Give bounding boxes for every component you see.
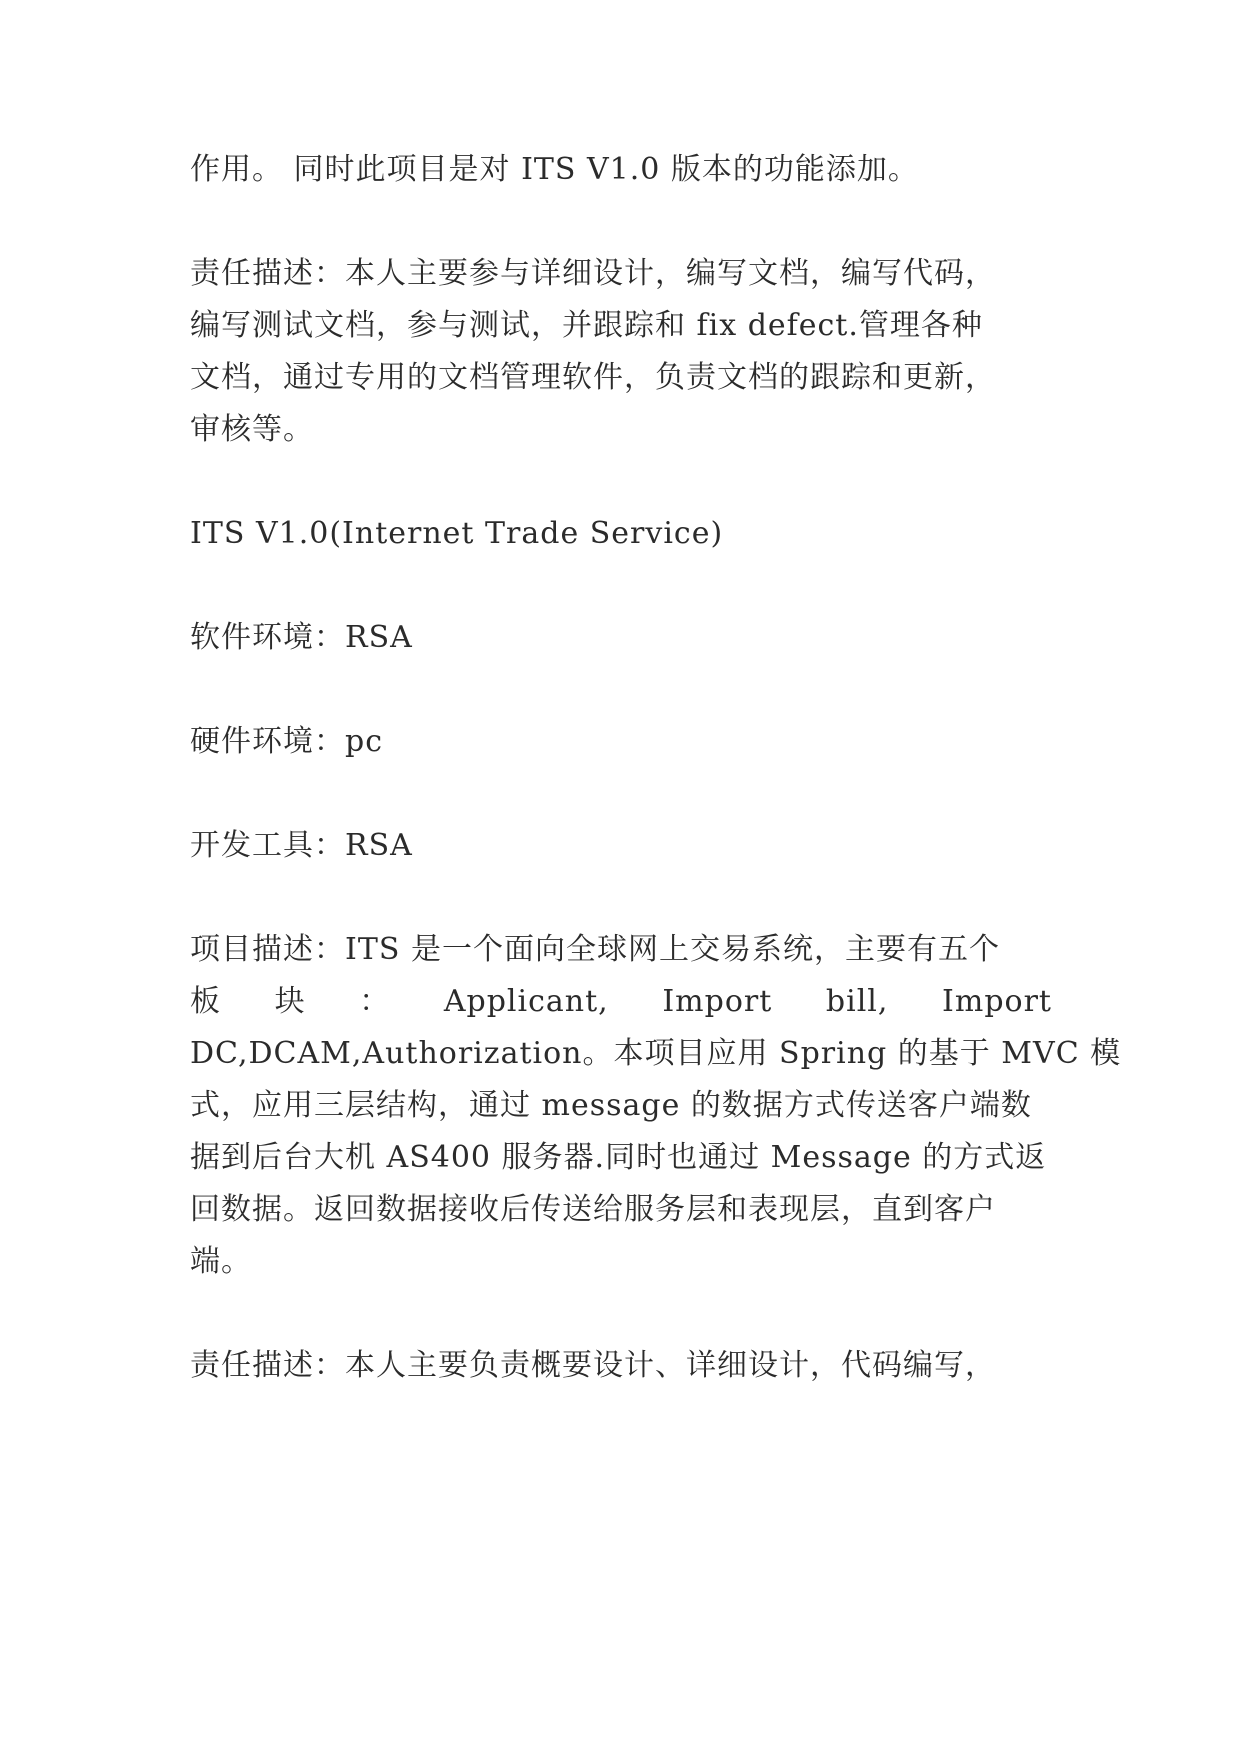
word: 块 <box>274 984 306 1019</box>
hardware-environment: 硬件环境：pc <box>190 724 384 759</box>
paragraph-line: 作用。 同时此项目是对 ITS V1.0 版本的功能添加。 <box>190 152 919 187</box>
paragraph-line: 文档，通过专用的文档管理软件，负责文档的跟踪和更新， <box>190 360 996 395</box>
word: Import <box>942 984 1052 1019</box>
word: Import <box>662 984 773 1019</box>
paragraph-line: 式，应用三层结构，通过 message 的数据方式传送客户端数 <box>190 1088 1032 1123</box>
paragraph-line: 回数据。返回数据接收后传送给服务层和表现层，直到客户 <box>190 1192 996 1227</box>
paragraph-line: 责任描述：本人主要参与详细设计，编写文档，编写代码， <box>190 256 996 291</box>
word: bill, <box>825 984 889 1019</box>
software-environment: 软件环境：RSA <box>190 620 413 655</box>
paragraph-line: DC,DCAM,Authorization。本项目应用 Spring 的基于 MVC 模 <box>190 1036 1122 1071</box>
project-title: ITS V1.0(Internet Trade Service) <box>190 516 724 551</box>
paragraph-line: 端。 <box>190 1244 252 1279</box>
paragraph-line-justified <box>190 982 1052 1022</box>
development-tools: 开发工具：RSA <box>190 828 413 863</box>
paragraph-line: 编写测试文档，参与测试，并跟踪和 fix defect.管理各种 <box>190 308 983 343</box>
word: ： <box>359 984 391 1019</box>
paragraph-line: 项目描述：ITS 是一个面向全球网上交易系统，主要有五个 <box>190 932 1000 967</box>
paragraph-line: 责任描述：本人主要负责概要设计、详细设计，代码编写， <box>190 1348 996 1383</box>
word: Applicant, <box>443 984 609 1019</box>
paragraph-line: 据到后台大机 AS400 服务器.同时也通过 Message 的方式返 <box>190 1140 1047 1175</box>
word: 板 <box>190 984 221 1019</box>
paragraph-line: 审核等。 <box>190 412 314 447</box>
